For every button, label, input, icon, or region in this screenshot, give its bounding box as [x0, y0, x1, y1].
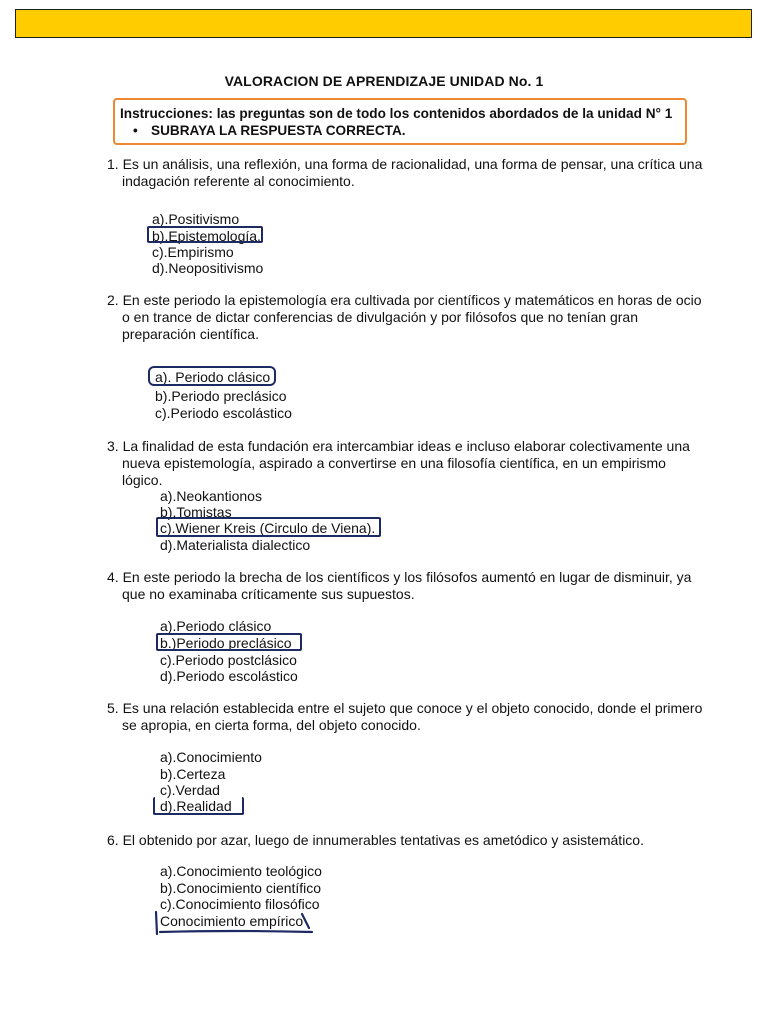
- option-3c[interactable]: c).Wiener Kreis (Circulo de Viena).: [160, 520, 376, 536]
- option-4d[interactable]: d).Periodo escolástico: [160, 668, 298, 684]
- option-6d[interactable]: Conocimiento empírico: [160, 913, 304, 929]
- option-6a[interactable]: a).Conocimiento teológico: [160, 863, 322, 879]
- option-6c[interactable]: c).Conocimiento filosófico: [160, 896, 320, 912]
- answer-mark-2: [148, 366, 276, 386]
- question-5: [107, 700, 707, 734]
- option-2a[interactable]: a). Periodo clásico: [155, 369, 271, 385]
- answer-mark-6: [152, 908, 318, 936]
- question-6: [107, 832, 707, 849]
- answer-mark-4: [156, 633, 302, 651]
- question-text: 1. Es un análisis, una reflexión, una forma de racionalidad, una forma de pensar, una crítica una indagación referente al conocimiento.: [107, 156, 703, 189]
- question-text: 5. Es una relación establecida entre el sujeto que conoce y el objeto conocido, donde el primero se apropia, en cierta forma, del objeto conocido.: [107, 700, 703, 733]
- option-1d[interactable]: d).Neopositivismo: [152, 260, 264, 276]
- instructions-bullet-line: [120, 122, 685, 139]
- option-5c[interactable]: c).Verdad: [160, 782, 220, 798]
- option-2c[interactable]: c).Periodo escolástico: [155, 405, 292, 421]
- instructions-directive: SUBRAYA LA RESPUESTA CORRECTA.: [151, 123, 406, 138]
- option-3d[interactable]: d).Materialista dialectico: [160, 537, 311, 553]
- option-2b[interactable]: b).Periodo preclásico: [155, 388, 287, 404]
- option-6b[interactable]: b).Conocimiento científico: [160, 880, 322, 896]
- question-text: 2. En este periodo la epistemología era cultivada por científicos y matemáticos en horas de ocio o en trance de dictar conferencias de divulgación y por filósofos que no tenían gran preparación científica.: [107, 292, 702, 342]
- answer-mark-3: [156, 517, 381, 537]
- option-4b[interactable]: b.)Periodo preclásico: [160, 635, 292, 651]
- instructions-text: Instrucciones: las preguntas son de todo los contenidos abordados de la unidad N° 1: [120, 106, 673, 121]
- page-title: VALORACION DE APRENDIZAJE UNIDAD No. 1: [224, 73, 544, 89]
- option-4a[interactable]: a).Periodo clásico: [160, 618, 272, 634]
- option-1c[interactable]: c).Empirismo: [152, 244, 234, 260]
- question-text: 6. El obtenido por azar, luego de innumerables tentativas es ametódico y asistemático.: [107, 832, 644, 848]
- option-5d[interactable]: d).Realidad: [160, 798, 232, 814]
- option-1a[interactable]: a).Positivismo: [152, 211, 240, 227]
- option-3a[interactable]: a).Neokantionos: [160, 488, 262, 504]
- option-5b[interactable]: b).Certeza: [160, 766, 226, 782]
- option-4c[interactable]: c).Periodo postclásico: [160, 652, 297, 668]
- instructions-box: [113, 98, 687, 145]
- question-2: [107, 292, 707, 343]
- question-text: 3. La finalidad de esta fundación era intercambiar ideas e incluso elaborar colectivamente una nueva epistemología, aspirado a convertirse en una filosofía científica, en un empirismo lógico.: [107, 438, 690, 488]
- option-1b[interactable]: b).Epistemología.: [152, 228, 261, 244]
- option-3b[interactable]: b).Tomistas: [160, 504, 232, 520]
- answer-mark-5: [153, 797, 244, 815]
- question-text: 4. En este periodo la brecha de los científicos y los filósofos aumentó en lugar de disminuir, ya que no examinaba críticamente sus supuestos.: [107, 569, 692, 602]
- question-3: [107, 438, 707, 489]
- bullet-icon: •: [133, 123, 138, 138]
- question-1: [107, 156, 707, 190]
- answer-mark-1: [147, 226, 263, 243]
- top-color-bar: [15, 9, 752, 38]
- option-5a[interactable]: a).Conocimiento: [160, 749, 262, 765]
- question-4: [107, 569, 707, 603]
